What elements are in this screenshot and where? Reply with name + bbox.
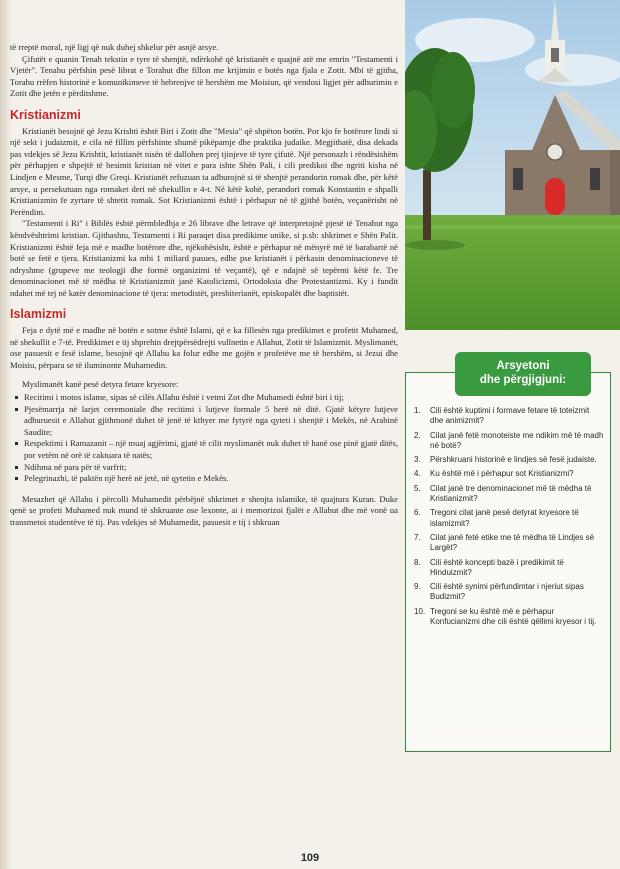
list-item: [414, 431, 604, 452]
question-text: Ku është më i përhapur sot Kristianizmi?: [430, 469, 574, 479]
list-item: [414, 607, 604, 628]
list-item: [414, 406, 604, 427]
list-item: [414, 469, 604, 479]
question-text: Cilat janë tre denominacionet më të mëdha të Kristianizmit?: [430, 483, 592, 504]
question-text: Përshkruani historinë e lindjes së fesë judaiste.: [430, 455, 597, 465]
islam-paragraph-2: Mesazhet që Allahu i përcolli Muhamedit përbëjnë shkrimet e shenjta islamike, të quajtura Kuran. Duke qenë se profeti Muhamed nuk mund të shkruante ose lexonte, ai i memorizoi fjalët e Allahut dhe më vonë ua transmetoi studentëve të tij. Pas vdekjes së Muhamedit, pasuesit e tij i shkruan: [10, 493, 398, 527]
question-number: 7.: [414, 532, 421, 542]
list-item: [414, 508, 604, 529]
church-illustration: [405, 0, 620, 330]
questions-header-line-2: dhe përgjigjuni:: [479, 374, 567, 386]
list-item: Respektimi i Ramazanit – një muaj agjërimi, gjatë të cilit myslimanët nuk duhet të hanë ose pinë gjatë ditës, por vetëm në orë të caktuara të natës;: [24, 438, 398, 460]
list-item: [414, 455, 604, 465]
christianity-paragraph-1: Kristianët besojnë që Jezu Krishti është Biri i Zotit dhe "Mesia" që shpëton botën. Por kjo fe botërore lindi si një sekt i judaizmit, e cila në fillim përfshinte shumë pikëpamje dhe praktika judaike. Megjithatë, disa dekada pas vdekjes së Jezu Krishtit, kristianët nisën të dallohen prej tjinjeve të tyre çifutë. Një personazh i rëndësishëm për përhapjen e shpejtë të besimit kristian në vitet e para ishte Shën Pali, i cili predikoi dhe ngriti kisha në Lindjen e Mesme, Turqi dhe Greqi. Kristianët refuzuan ta adhurojnë si të shenjtë perandorin romak dhe, për këtë arsye, u persekutuan nga romaket deri në shekullin e 4-t. Në këtë kohë, perandori romak Konstantin e shpalli Kristianizmin fe zyrtare të shtetit romak. Sot Kristianizmi është i përhapur në të gjithë botën, veçanërisht në Perëndim.: [10, 125, 398, 217]
question-text: Cili është koncepti bazë i predikimit të Hinduizmit?: [430, 557, 564, 577]
question-number: 4.: [414, 469, 421, 479]
question-number: 10.: [414, 606, 426, 616]
christianity-paragraph-2: "Testamenti i Ri" i Biblës është përmbledhja e 26 librave dhe letrave që interpretojnë pjesë të Tenahut nga këndvështrimi kristian. Gjithashtu, Testamenti i Ri paraqet disa predikime unike, si p.sh: shkrimet e Shën Palit. Kristianizmi është feja më e madhe botërore dhe, njëkohësisht, është e përhapur në mënyrë më të barabartë në botë se fetë e tjera. Kristianizmi ka mbi 1 miliard pasues, edhe pse kristianët i përkasin denominacioneve të ndryshme (grupeve me teologji dhe formë organizimi të veçantë), që e ndajnë së tepërmi këtë fe. Tre denominacionet më të mëdha të Kristianizmit janë Katolicizmi, Ortodoksia dhe Protestantizmi. Ky i fundit ndahet më tej në katër denominacione të tjera: metodistët, presbiterianët, episkopalët dhe baptistët.: [10, 218, 398, 298]
islam-paragraph-1: Feja e dytë më e madhe në botën e sotme është Islami, që e ka fillesën nga predikimet e profetit Muhamed, në shekullit e 7-të. Predikimet e tij shprehin drejtpërsëdrejti vullnetin e Allahut, Zotit të Islamizmit. Myslimanët, ose pasuesit e fesë islame, besojnë që Allahu ka folur edhe me gojën e profetëve me të hershëm, si Jezui dhe Moisiu, përpara se të iluminonte Muhamedin.: [10, 325, 398, 370]
question-number: 2.: [414, 430, 421, 440]
question-number: 1.: [414, 406, 421, 415]
intro-paragraph-2: Çifutët e quanin Tenah tekstin e tyre të shenjtë, ndërkohë që kristianët e quajnë atë me emrin "Testamenti i Vjetër". Tenahu përfshin pesë librat e Torahut dhe fillon me krijimin e botës nga fjala e Zotit. Mbi të gjitha, Torahu rrëfen historinë e komunikimeve të hebrenjve të hershëm me Moisiun, që vendosi ligjet për adhurimin e Zotit dhe jetën e përditshme.: [10, 53, 398, 99]
question-text: Tregoni cilat janë pesë detyrat kryesore të islamizmit?: [430, 508, 579, 528]
section-title-christianity: Kristianizmi: [10, 107, 81, 122]
church-photo: [405, 0, 620, 330]
question-number: 9.: [414, 582, 421, 592]
question-text: Cili është kuptimi i formave fetare të toteizmit dhe animizmit?: [430, 406, 590, 426]
intro-paragraph-1: të rreptë moral, një ligj që nuk duhej shkelur për asnjë arsye.: [10, 42, 219, 52]
islam-duties-lead: Myslimanët kanë pesë detyra fetare kryesore:: [22, 379, 179, 390]
list-item: Pjesëmarrja në larjet ceremoniale dhe recitimi i lutjeve formale 5 herë në ditë. Gjatë këtyre lutjeve adhuruesit e Allahut gjithmonë duhet të jenë të kthyer me fytyrë nga qyteti i shenjtë i Mekës, në Arabinë Saudite;: [24, 403, 398, 437]
main-text-column: [10, 42, 398, 529]
question-number: 6.: [414, 508, 421, 518]
list-item: [414, 582, 604, 603]
questions-header: [455, 352, 591, 396]
list-item: [414, 533, 604, 554]
questions-list: [414, 406, 604, 631]
page-number: 109: [300, 852, 320, 864]
list-item: Recitimi i motos islame, sipas së cilës Allahu është i vetmi Zot dhe Muhamedi është biri i tij;: [24, 392, 398, 404]
question-text: Cilat janë fetë etike me të mëdha të Lindjes së Largët?: [430, 532, 595, 553]
question-number: 3.: [414, 455, 421, 465]
section-title-islam: Islamizmi: [10, 307, 67, 322]
question-number: 5.: [414, 483, 421, 493]
question-number: 8.: [414, 557, 421, 567]
questions-header-line-1: Arsyetoni: [496, 360, 550, 372]
list-item: [414, 558, 604, 579]
islam-duties-block: [10, 379, 398, 484]
list-item: [414, 484, 604, 505]
question-text: Tregoni se ku është më e përhapur Konfucianizmi dhe cili është qëllimi kryesor i tij.: [430, 606, 597, 627]
list-item: Pelegrinazhi, të paktën një herë në jetë, në qytetin e Mekës.: [24, 473, 398, 485]
question-text: Cili është synimi përfundimtar i njeriut sipas Budizmit?: [430, 582, 584, 602]
question-text: Cilat janë fetë monoteiste me ndikim më të madh në botë?: [430, 430, 604, 450]
list-item: Ndihma në para për të varfrit;: [24, 462, 398, 474]
islam-duties-list: [10, 392, 398, 485]
